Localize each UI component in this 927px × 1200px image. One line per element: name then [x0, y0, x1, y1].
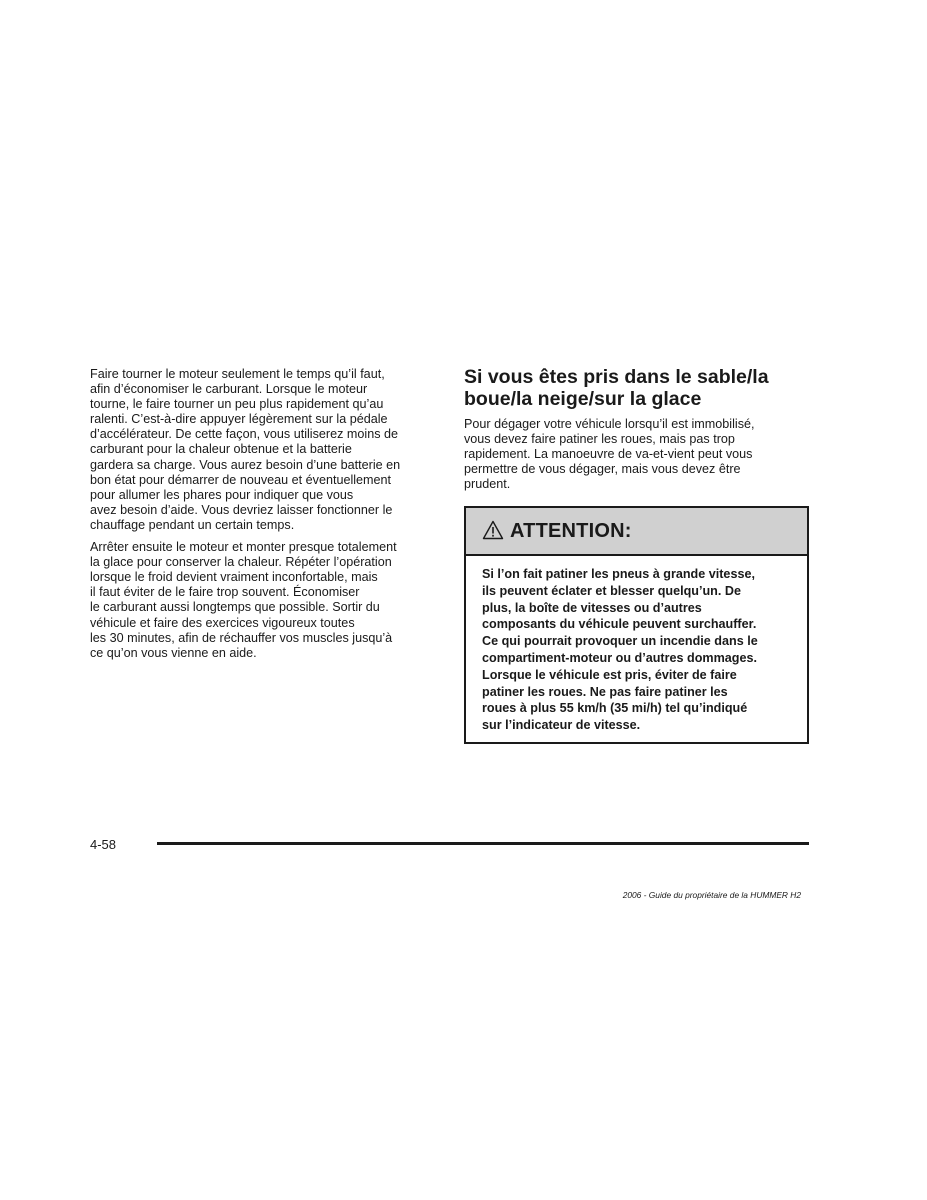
caution-title: ATTENTION: — [510, 519, 632, 542]
section-body: Pour dégager votre véhicule lorsqu’il est immobilisé, vous devez faire patiner les roues, mais pas trop rapidement. La manoeuvre de va-et-vient peut vous permettre de vous dégager, mais vous devez être prudent. — [464, 417, 755, 492]
body-paragraph-1: Faire tourner le moteur seulement le temps qu’il faut, afin d’économiser le carburant. Lorsque le moteur tourne, le faire tourner un peu plus rapidement qu’au ralenti. C’est-à-dire appuyer légèrement sur la pédale d’accélérateur. De cette façon, vous utiliserez moins de carburant pour la chaleur obtenue et la batterie gardera sa charge. Vous aurez besoin d’une batterie en bon état pour démarrer de nouveau et éventuellement pour allumer les phares pour indiquer que vous avez besoin d’aide. Vous devriez laisser fonctionner le chauffage pendant un certain temps. — [90, 367, 401, 532]
caution-text: Si l’on fait patiner les pneus à grande vitesse, ils peuvent éclater et blesser quelqu’un. De plus, la boîte de vitesses ou d’autres composants du véhicule peuvent surchauffer. Ce qui pourrait provoquer un incendie dans le compartiment-moteur ou d’autres dommages. Lorsque le véhicule est pris, éviter de faire patiner les roues. Ne pas faire patiner les roues à plus 55 km/h (35 mi/h) tel qu’indiqué sur l’indicateur de vitesse. — [482, 567, 758, 733]
caution-box — [464, 506, 809, 744]
footer-credit: 2006 - Guide du propriétaire de la HUMMER H2 — [622, 890, 801, 900]
warning-triangle-icon — [482, 520, 504, 540]
body-paragraph-2: Arrêter ensuite le moteur et monter presque totalement la glace pour conserver la chaleur. Répéter l’opération lorsque le froid devient vraiment inconfortable, mais il faut éviter de le faire trop souvent. Économiser le carburant aussi longtemps que possible. Sortir du véhicule et faire des exercices vigoureux toutes les 30 minutes, afin de réchauffer vos muscles jusqu’à ce qu’on vous vienne en aide. — [90, 540, 397, 660]
caution-header — [466, 508, 807, 556]
section-heading: Si vous êtes pris dans le sable/la boue/la neige/sur la glace — [464, 366, 769, 410]
right-column — [464, 367, 809, 492]
footer-divider — [157, 842, 809, 845]
left-column — [90, 367, 435, 668]
page-number: 4-58 — [90, 837, 117, 852]
